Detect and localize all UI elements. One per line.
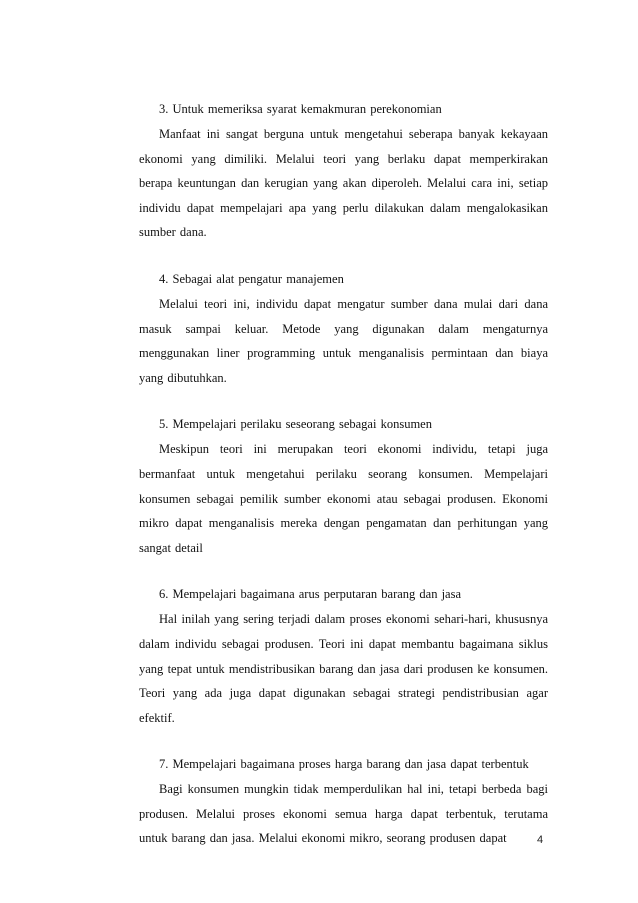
section-heading: 7. Mempelajari bagaimana proses harga barang dan jasa dapat terbentuk — [159, 757, 529, 772]
section-6 — [139, 582, 548, 730]
section-3 — [139, 97, 548, 245]
section-4 — [139, 267, 548, 390]
section-paragraph: Hal inilah yang sering terjadi dalam proses ekonomi sehari-hari, khususnya dalam individu sebagai produsen. Teori ini dapat membantu bagaimana siklus yang tepat untuk mendistribusikan barang dan jasa dari produsen ke konsumen. Teori yang ada juga dapat digunakan sebagai strategi pendistribusian agar efektif. — [139, 612, 548, 725]
section-paragraph: Manfaat ini sangat berguna untuk mengetahui seberapa banyak kekayaan ekonomi yang dimiliki. Melalui teori yang berlaku dapat memperkirakan berapa keuntungan dan kerugian yang akan diperoleh. Melalui cara ini, setiap individu dapat mempelajari apa yang perlu dilakukan dalam mengalokasikan sumber dana. — [139, 127, 548, 240]
section-heading: 6. Mempelajari bagaimana arus perputaran barang dan jasa — [159, 587, 462, 602]
section-heading: 5. Mempelajari perilaku seseorang sebagai konsumen — [159, 417, 432, 432]
section-heading: 4. Sebagai alat pengatur manajemen — [159, 271, 344, 286]
section-5 — [139, 412, 548, 560]
page-body — [139, 97, 548, 873]
section-paragraph: Bagi konsumen mungkin tidak memperdulikan hal ini, tetapi berbeda bagi produsen. Melalui proses ekonomi semua harga dapat terbentuk, terutama untuk barang dan jasa. Melalui ekonomi mikro, seorang produsen dapat — [139, 782, 548, 846]
section-paragraph: Meskipun teori ini merupakan teori ekonomi individu, tetapi juga bermanfaat untuk mengetahui perilaku seorang konsumen. Mempelajari konsumen sebagai pemilik sumber ekonomi atau sebagai produsen. Ekonomi mikro dapat menganalisis mereka dengan pengamatan dan perhitungan yang sangat detail — [139, 442, 548, 555]
section-paragraph: Melalui teori ini, individu dapat mengatur sumber dana mulai dari dana masuk sampai keluar. Metode yang digunakan dalam mengaturnya menggunakan liner programming untuk menganalisis permintaan dan biaya yang dibutuhkan. — [139, 296, 548, 385]
section-7 — [139, 752, 548, 851]
page-number: 4 — [537, 834, 544, 846]
section-heading: 3. Untuk memeriksa syarat kemakmuran perekonomian — [159, 102, 442, 116]
